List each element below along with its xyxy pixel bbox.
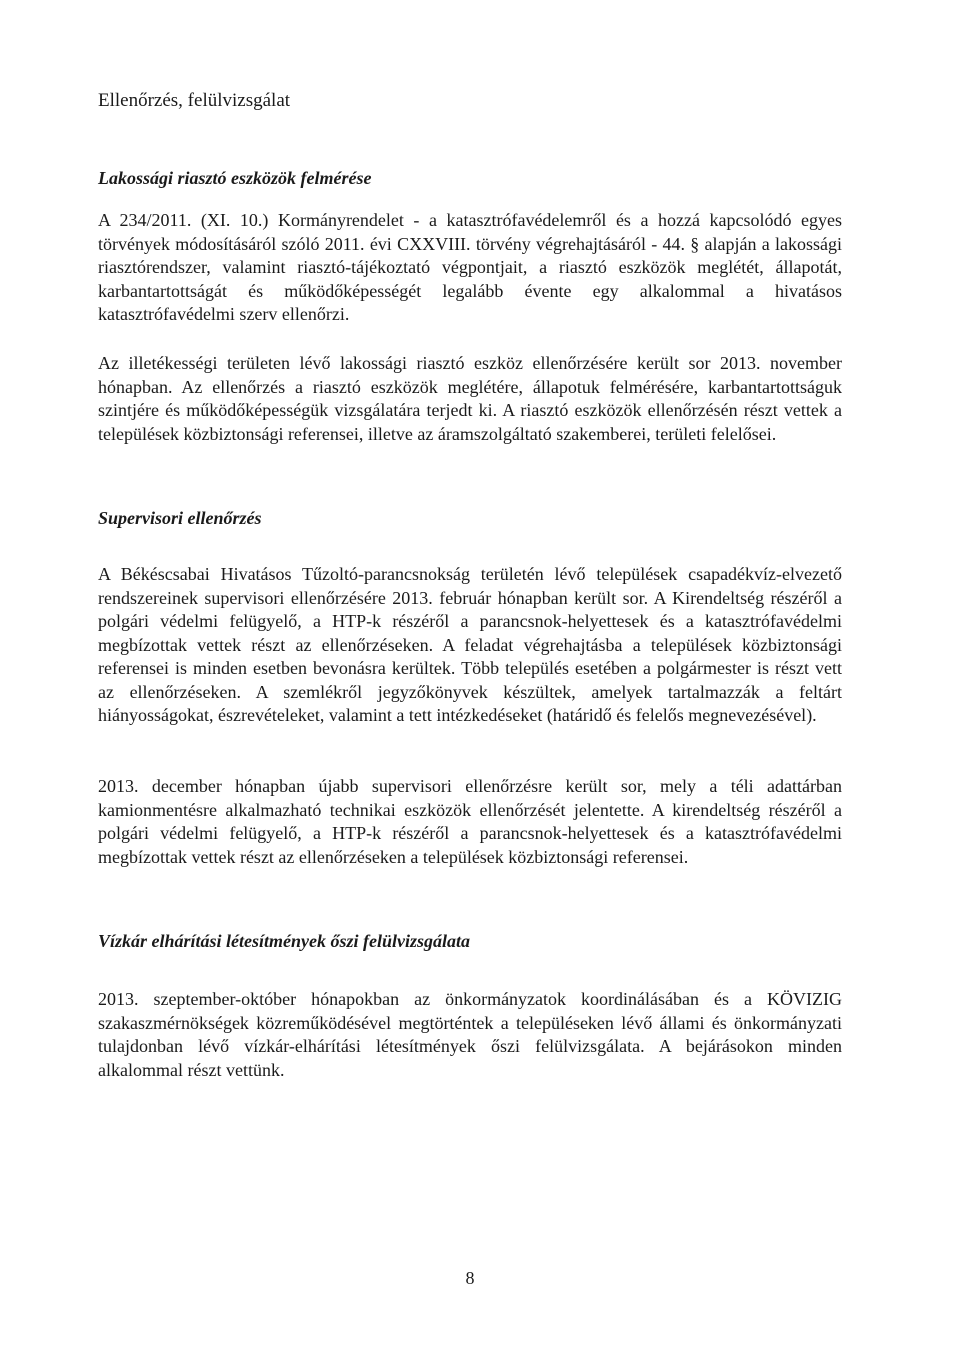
paragraph-vizkar-1: 2013. szeptember-október hónapokban az önkormányzatok koordinálásában és a KÖVIZIG szakaszmérnökségek közreműködésével megtörténtek a településeken lévő állami és önkormányzati tulajdonban lévő vízkár-elhárítási létesítmények őszi felülvizsgálata. A bejárásokon minden alkalommal részt vettünk.: [98, 989, 842, 1080]
section-heading-riaszto: Lakossági riasztó eszközök felmérése: [98, 168, 372, 188]
page-number: 8: [465, 1268, 475, 1288]
paragraph-riaszto-1: A 234/2011. (XI. 10.) Kormányrendelet - a katasztrófavédelemről és a hozzá kapcsolódó egyes törvények módosításáról szóló 2011. évi CXXVIII. törvény végrehajtásáról - 44. § alapján a lakossági riasztórendszer, valamint riasztó-tájékoztató végpontjait, a riasztó eszközök meglétét, állapotát, karbantartottságát és működőképességét legalább évente egy alkalommal a hivatásos katasztrófavédelmi szerv ellenőrzi.: [98, 210, 842, 324]
section-heading-vizkar: Vízkár elhárítási létesítmények őszi felülvizsgálata: [98, 931, 471, 951]
document-title: Ellenőrzés, felülvizsgálat: [98, 90, 291, 111]
section-heading-supervisori: Supervisori ellenőrzés: [98, 508, 262, 528]
paragraph-supervisori-1: A Békéscsabai Hivatásos Tűzoltó-parancsnokság területén lévő települések csapadékvíz-elvezető rendszereinek supervisori ellenőrzésére 2013. február hónapban került sor. A Kirendeltség részéről a polgári védelmi felügyelő, a HTP-k részéről a parancsnok-helyettesek és a katasztrófavédelmi megbízottak vettek részt az ellenőrzéseken. A feladat végrehajtásba a települések közbiztonsági referensei is minden esetben bevonásra kerültek. Több település esetében a polgármester is részt vett az ellenőrzéseken. A szemlékről jegyzőkönyvek készültek, amelyek tartalmazzák a feltárt hiányosságokat, észrevételeket, valamint a tett intézkedéseket (határidő és felelős megnevezésével).: [98, 564, 842, 725]
document-page: [98, 0, 842, 1366]
paragraph-supervisori-2: 2013. december hónapban újabb supervisori ellenőrzésre került sor, mely a téli adattárban kamionmentésre alkalmazható technikai eszközök ellenőrzését jelentette. A kirendeltség részéről a polgári védelmi felügyelő, a HTP-k részéről a parancsnok-helyettesek és a katasztrófavédelmi megbízottak vettek részt az ellenőrzéseken a települések közbiztonsági referensei.: [98, 776, 842, 867]
paragraph-riaszto-2: Az illetékességi területen lévő lakossági riasztó eszköz ellenőrzésére került sor 2013. november hónapban. Az ellenőrzés a riasztó eszközök meglétére, állapotuk felmérésére, karbantartottságuk szintjére és működőképességük vizsgálatára terjedt ki. A riasztó eszközök ellenőrzésén részt vettek a települések közbiztonsági referensei, illetve az áramszolgáltató szakemberei, területi felelősei.: [98, 353, 842, 444]
